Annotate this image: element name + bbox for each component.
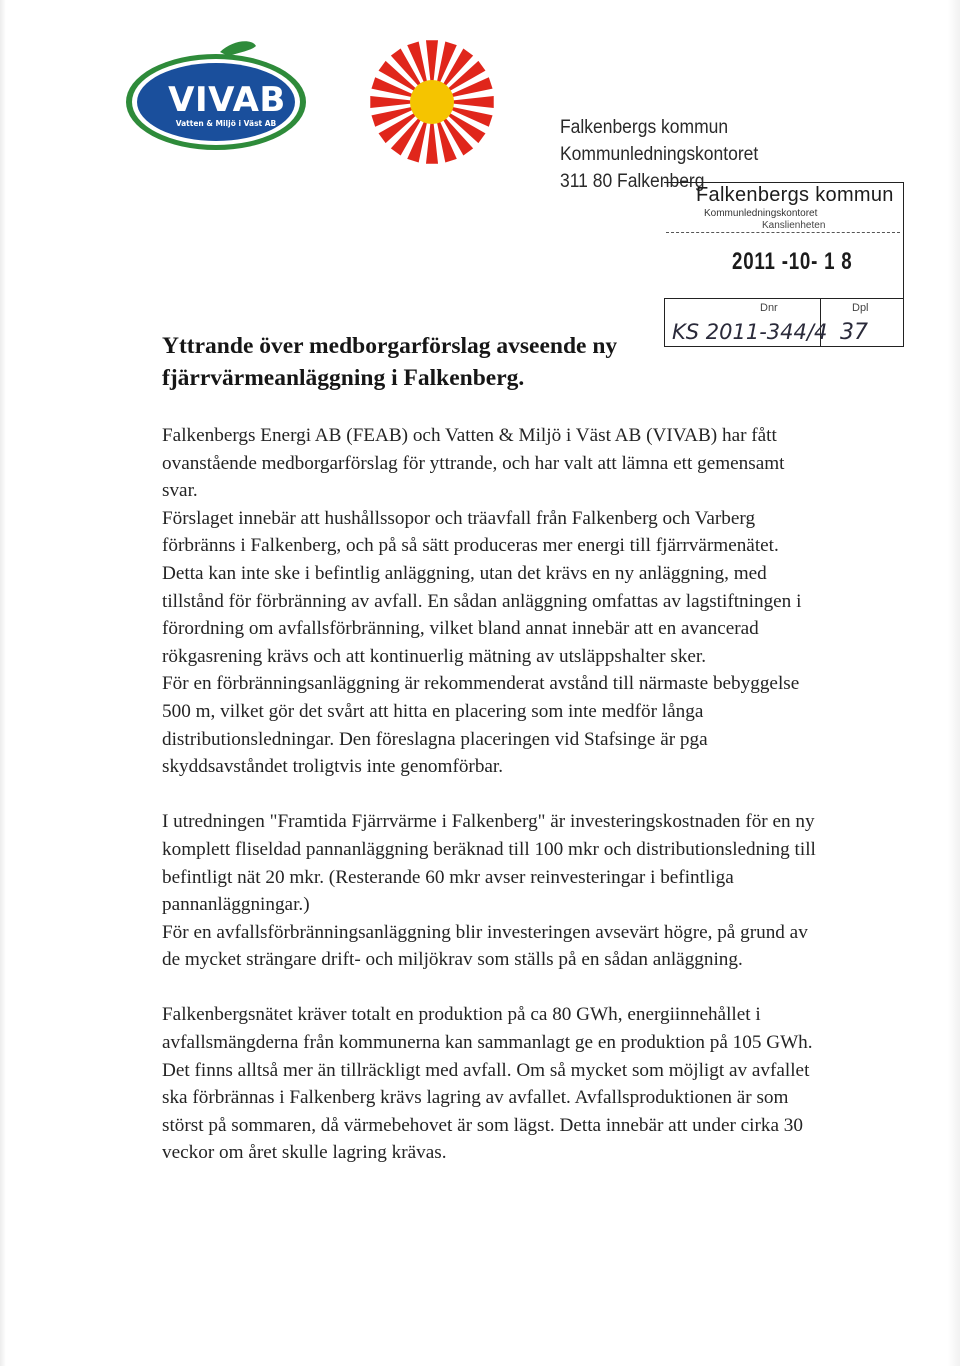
stamp-border <box>664 346 904 347</box>
address-line-3: 311 80 Falkenberg <box>560 171 705 192</box>
paragraph: För en avfallsförbränningsanläggning blir investeringen avsevärt högre, på grund av de mycket strängare drift- och miljökrav som ställs på en sådan anläggning. <box>162 921 808 971</box>
stamp-dpl-label: Dpl <box>852 302 869 314</box>
vivab-wordmark: VIVAB <box>168 80 286 120</box>
stamp-border <box>903 182 904 346</box>
address-line-1: Falkenbergs kommun <box>560 117 729 138</box>
sun-center <box>410 80 454 124</box>
paragraph: Falkenbergs Energi AB (FEAB) och Vatten & Miljö i Väst AB (VIVAB) har fått ovanstående medborgarförslag för yttrande, och har valt att lämna ett gemensamt svar. <box>162 425 785 502</box>
document-title: Yttrande över medborgarförslag avseende ny fjärrvärmeanläggning i Falkenberg. <box>162 333 618 391</box>
paragraph: Falkenbergsnätet kräver totalt en produktion på ca 80 GWh, energiinnehållet i avfallsmängderna från kommunerna kan sammanlagt ge en produktion på 105 GWh. Det finns alltså mer än tillräckligt med avfall. Om så mycket som möjligt av avfallet ska förbrännas i Falkenberg krävs lagring av avfallet. Avfallsproduktionen är som störst på sommaren, då värmebehovet är som lägst. Detta innebär att under cirka 30 veckor om året skulle lagring krävas. <box>162 1004 813 1164</box>
stamp-date: 2011 -10- 1 8 <box>732 248 853 275</box>
paragraph: I utredningen "Framtida Fjärrvärme i Falkenberg" är investeringskostnaden för en ny komplett fliseldad pannanläggning beräknad till 100 mkr och distributionsledning till befintligt nät 20 mkr. (Resterande 60 mkr avser reinvesteringar i befintliga pannanläggningar.) <box>162 811 816 916</box>
vivab-tagline: Vatten & Miljö i Väst AB <box>175 119 277 128</box>
vivab-logo <box>124 36 312 154</box>
stamp-dnr-value: KS 2011-344/4 <box>672 320 828 344</box>
sun-icon <box>368 38 496 166</box>
received-stamp <box>664 182 904 346</box>
paragraph-spacer <box>162 974 822 1002</box>
stamp-divider <box>666 232 900 233</box>
stamp-dpl-value: 37 <box>840 320 868 345</box>
document-body <box>162 422 822 1167</box>
paragraph: Förslaget innebär att hushållssopor och träavfall från Falkenberg och Varberg förbränns i Falkenberg, och på så sätt produceras mer energi till fjärrvärmenätet. Detta kan inte ske i befintlig anläggning, utan det krävs en ny anläggning, med tillstånd för förbränning av avfall. En sådan anläggning omfattas av lagstiftningen i förordning om avfallsförbränning, vilket bland annat innebär att en avancerad rökgasrening krävs och att kontinuerlig mätning av utsläppshalter sker. <box>162 507 802 667</box>
stamp-divider <box>664 298 904 299</box>
stamp-office: Kommunledningskontoret <box>704 208 818 219</box>
paragraph: För en förbränningsanläggning är rekommenderat avstånd till närmaste bebyggelse 500 m, vilket gör det svårt att hitta en placering som inte medför långa distributionsledningar. Den föreslagna placeringen vid Stafsinge är pga skyddsavståndet troligtvis inte genomförbar. <box>162 673 800 778</box>
stamp-organization: Falkenbergs kommun <box>696 184 894 206</box>
stamp-border <box>664 182 904 183</box>
stamp-dnr-label: Dnr <box>760 302 778 314</box>
paragraph-spacer <box>162 781 822 809</box>
stamp-unit: Kanslienheten <box>762 220 826 231</box>
address-line-2: Kommunledningskontoret <box>560 144 759 165</box>
falkenberg-sun-logo <box>368 38 496 166</box>
